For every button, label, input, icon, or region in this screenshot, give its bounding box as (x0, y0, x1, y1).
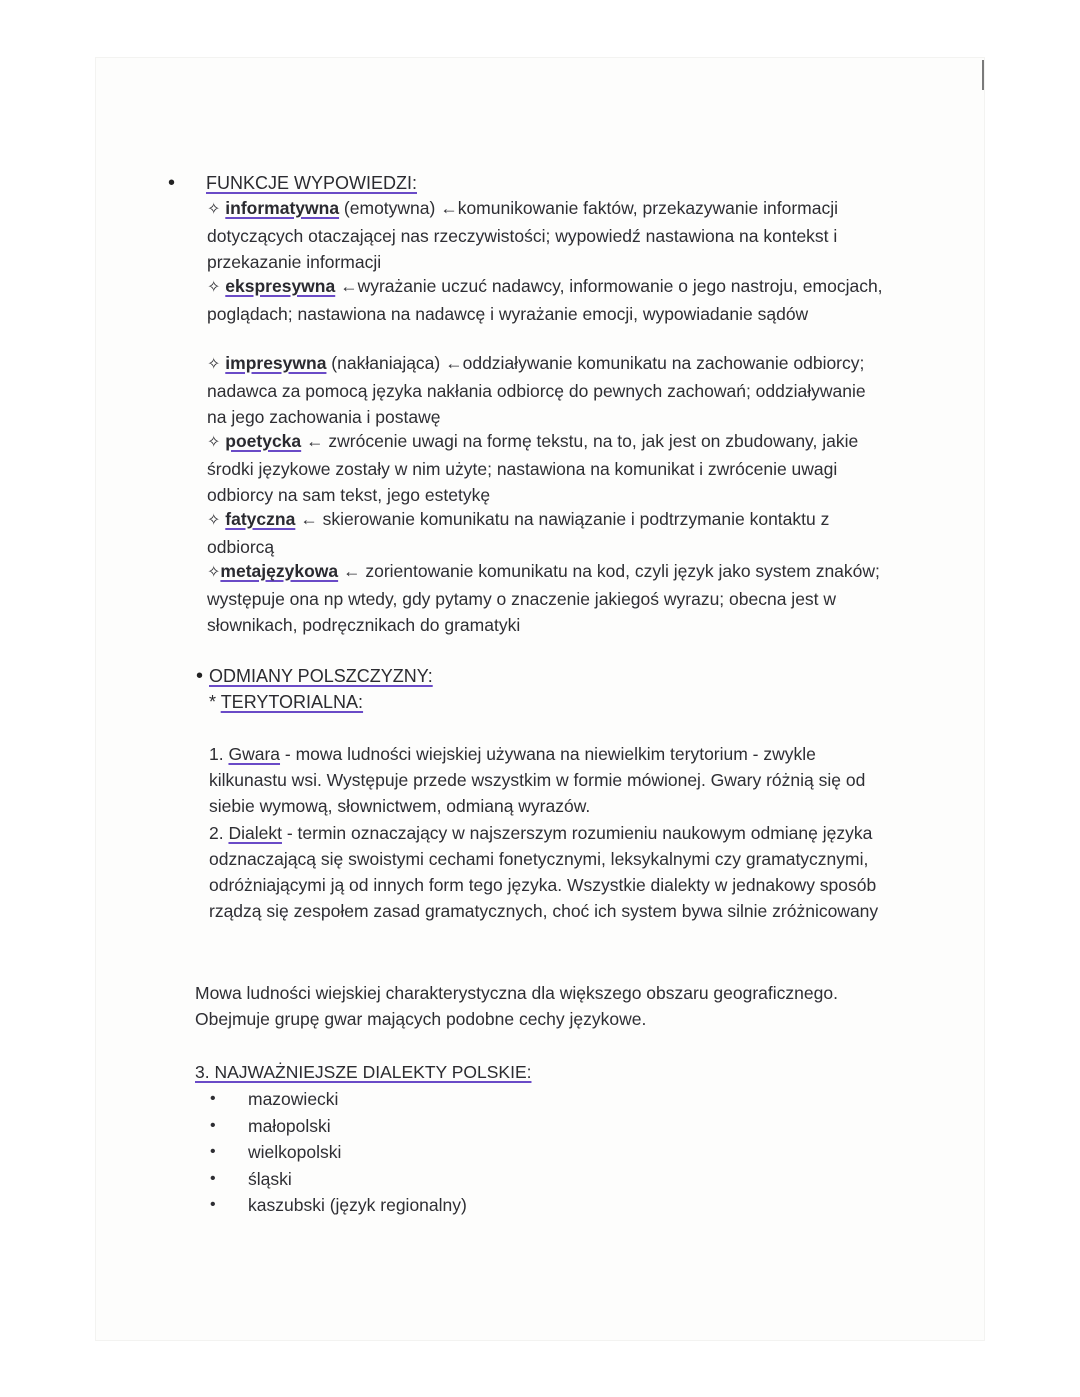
page-edge-mark (982, 60, 984, 90)
bullet-dot-icon: • (210, 1169, 216, 1187)
function-item: ✧ ekspresywna ←wyrażanie uczuć nadawcy, informowanie o jego nastroju, emocjach, poglądach; nastawiona na nadawcę i wyrażanie emocji, wypowiadanie sądów (207, 276, 883, 324)
dialects-list-title: 3. NAJWAŻNIEJSZE DIALEKTY POLSKIE: (195, 1062, 532, 1082)
section-title-funkcje: FUNKCJE WYPOWIEDZI: (206, 173, 417, 193)
diamond-icon: ✧ (207, 356, 221, 373)
diamond-icon: ✧ (207, 434, 221, 451)
dialects-list (210, 1086, 467, 1219)
bullet-dot-icon: • (210, 1196, 216, 1213)
list-item: • kaszubski (język regionalny) (210, 1192, 467, 1219)
bullet-dot-icon: • (196, 665, 204, 687)
bullet-dot-icon: • (168, 172, 176, 194)
function-item: ✧ fatyczna ← skierowanie komunikatu na nawiązanie i podtrzymanie kontaktu z odbiorcą (207, 509, 830, 557)
definition-gwara: 1. Gwara - mowa ludności wiejskiej używana na niewielkim terytorium - zwykle kilkunastu wsi. Występuje przede wszystkim w formie mówionej. Gwary różnią się od siebie wymową, słownictwem, odmianą wyrazów. (209, 744, 866, 816)
subsection-title-terytorialna: * TERYTORIALNA: (209, 692, 364, 712)
list-item: • śląski (210, 1166, 467, 1193)
list-item: • mazowiecki (210, 1086, 467, 1113)
list-item: • małopolski (210, 1113, 467, 1140)
function-item: ✧ impresywna (nakłaniająca) ←oddziaływanie komunikatu na zachowanie odbiorcy; nadawca za pomocą języka nakłania odbiorcę do pewnych zachowań; oddziaływanie na jego zachowania i postawę (207, 353, 866, 427)
bullet-dot-icon: • (210, 1116, 216, 1134)
diamond-icon: ✧ (207, 201, 221, 218)
definition-dialekt: 2. Dialekt - termin oznaczający w najszerszym rozumieniu naukowym odmianę języka odznaczającą się swoistymi cechami fonetycznymi, leksykalnymi czy gramatycznymi, odróżniającymi ją od innych form tego języka. Wszystkie dialekty w jednakowy sposób rządzą się zespołem zasad gramatycznych, choć ich system bywa silnie zróżnicowany (209, 823, 879, 921)
function-item: ✧ poetycka ← zwrócenie uwagi na formę tekstu, na to, jak jest on zbudowany, jakie środki językowe zostały w nim użyte; nastawiona na komunikat i zwrócenie uwagi odbiorcy na sam tekst, jego estetykę (207, 431, 859, 505)
bullet-dot-icon: • (210, 1090, 216, 1107)
diamond-icon: ✧ (207, 564, 221, 581)
list-item: • wielkopolski (210, 1139, 467, 1166)
bullet-dot-icon: • (210, 1143, 216, 1160)
dialect-note: Mowa ludności wiejskiej charakterystyczna dla większego obszaru geograficznego. Obejmuje grupę gwar mających podobne cechy językowe. (195, 983, 838, 1029)
function-item: ✧ informatywna (emotywna) ←komunikowanie faktów, przekazywanie informacji dotyczących otaczającej nas rzeczywistości; wypowiedź nastawiona na kontekst i przekazanie informacji (207, 198, 839, 272)
section-title-odmiany: ODMIANY POLSZCZYZNY: (209, 666, 433, 686)
diamond-icon: ✧ (207, 279, 221, 296)
diamond-icon: ✧ (207, 512, 221, 529)
function-item: ✧metajęzykowa ← zorientowanie komunikatu na kod, czyli język jako system znaków; występuje ona np wtedy, gdy pytamy o znaczenie jakiegoś wyrazu; obecna jest w słownikach, podręcznikach do gramatyki (207, 561, 880, 635)
